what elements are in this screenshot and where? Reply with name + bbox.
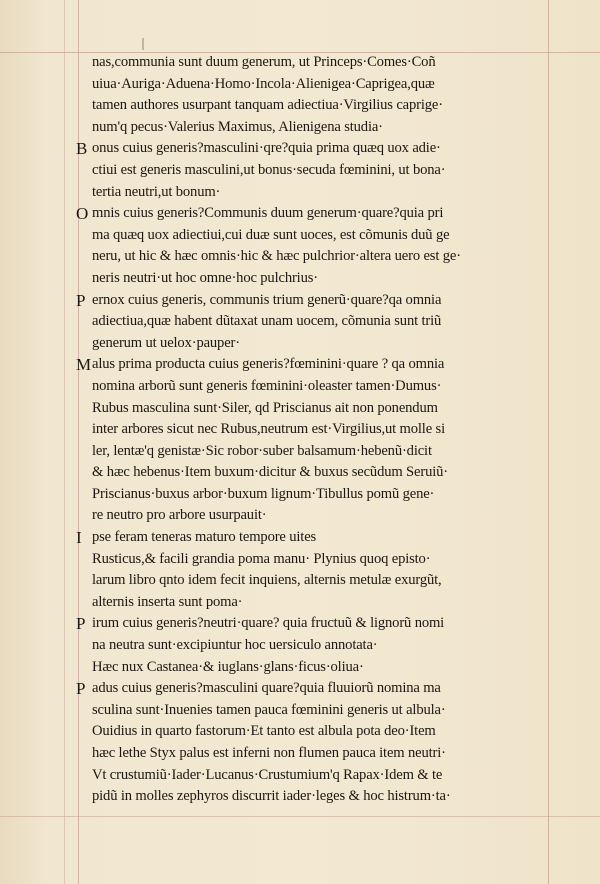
paragraph-initial: I (76, 528, 82, 548)
line-text: mnis cuius generis?Communis duum generum·quare?quia pri (92, 205, 444, 222)
text-line (76, 657, 556, 679)
pencil-mark (142, 38, 144, 50)
text-line (76, 484, 556, 506)
line-text: inter arbores sicut nec Rubus,neutrum est·Virgilius,ut molle si (92, 421, 445, 438)
line-text: neru, ut hic & hæc omnis·hic & hæc pulchrior·altera uero est ge· (92, 248, 461, 265)
line-text: re neutro pro arbore usurpauit· (92, 507, 267, 524)
text-line (76, 333, 556, 355)
text-line (76, 419, 556, 441)
text-line (76, 74, 556, 96)
main-text (76, 52, 556, 808)
paragraph-initial: P (76, 679, 86, 699)
text-line (76, 592, 556, 614)
line-text: pse feram teneras maturo tempore uites (92, 529, 317, 546)
paragraph-initial: M (76, 355, 91, 375)
margin-rule-left-outer (64, 0, 65, 884)
text-line (76, 311, 556, 333)
text-line (76, 398, 556, 420)
text-line (76, 613, 556, 635)
text-line (76, 95, 556, 117)
text-line (76, 117, 556, 139)
line-text: Rubus masculina sunt·Siler, qd Priscianus ait non ponendum (92, 399, 438, 416)
text-line (76, 138, 556, 160)
text-line (76, 441, 556, 463)
line-text: alternis inserta sunt poma· (92, 593, 243, 610)
text-line (76, 52, 556, 74)
line-text: & hæc hebenus·Item buxum·dicitur & buxus secũdum Seruiũ· (92, 464, 448, 481)
line-text: Priscianus·buxus arbor·buxum lignum·Tibullus pomũ gene· (92, 485, 435, 502)
line-text: alus prima producta cuius generis?fœminini·quare ? qa omnia (92, 356, 445, 373)
line-text: sculina sunt·Inuenies tamen pauca fœminini generis ut albula· (92, 701, 446, 718)
line-text: num'q pecus·Valerius Maximus, Alienigena studia· (92, 118, 383, 135)
line-text: adiectiua,quæ habent dũtaxat unam uocem, cõmunia sunt triũ (92, 313, 442, 330)
line-text: nas,communia sunt duum generum, ut Princeps·Comes·Coñ (92, 54, 436, 70)
paragraph-initial: O (76, 204, 89, 224)
line-text: tamen authores usurpant tanquam adiectiua·Virgilius caprige· (92, 97, 443, 114)
text-line (76, 635, 556, 657)
line-text: Rusticus,& facili grandia poma manu· Plynius quoq episto· (92, 550, 431, 567)
text-line (76, 743, 556, 765)
paragraph-initial: P (76, 614, 86, 634)
line-text: uiua·Auriga·Aduena·Homo·Incola·Alienigea·Caprigea,quæ (92, 75, 435, 92)
line-text: Ouidius in quarto fastorum·Et tanto est albula pota deo·Item (92, 723, 436, 740)
line-text: Vt crustumiũ·Iader·Lucanus·Crustumium'q Rapax·Idem & te (92, 766, 443, 783)
text-line (76, 290, 556, 312)
line-text: larum libro qnto idem fecit inquiens, alternis metulæ exurgũt, (92, 572, 442, 589)
text-line (76, 182, 556, 204)
text-line (76, 268, 556, 290)
text-line (76, 570, 556, 592)
text-line (76, 225, 556, 247)
line-text: irum cuius generis?neutri·quare? quia fructuũ & lignorũ nomi (92, 615, 445, 632)
text-line (76, 527, 556, 549)
paragraph-initial: B (76, 139, 88, 159)
line-text: onus cuius generis?masculini·qre?quia prima quæq uox adie· (92, 140, 441, 157)
line-text: neris neutri·ut hoc omne·hoc pulchrius· (92, 269, 318, 286)
line-text: ctiui est generis masculini,ut bonus·secuda fœminini, ut bona· (92, 161, 446, 178)
text-line (76, 721, 556, 743)
line-text: hæc lethe Styx palus est inferni non flumen pauca item neutri· (92, 745, 446, 761)
line-text: adus cuius generis?masculini quare?quia fluuiorũ nomina ma (92, 680, 441, 697)
text-line (76, 354, 556, 376)
text-line (76, 786, 556, 808)
line-text: ernox cuius generis, communis trium generũ·quare?qa omnia (92, 291, 442, 308)
line-text: generum ut uelox·pauper· (92, 334, 240, 351)
text-line (76, 700, 556, 722)
text-line (76, 462, 556, 484)
line-text: ler, lentæ'q genistæ·Sic robor·suber balsamum·hebenũ·dicit (92, 442, 432, 459)
text-line (76, 505, 556, 527)
line-text: tertia neutri,ut bonum· (92, 183, 221, 200)
line-text: na neutra sunt·excipiuntur hoc uersiculo annotata· (92, 637, 378, 654)
text-line (76, 203, 556, 225)
line-text: nomina arborũ sunt generis fœminini·oleaster tamen·Dumus· (92, 377, 442, 394)
text-line (76, 246, 556, 268)
margin-rule-bottom (0, 816, 600, 817)
text-line (76, 160, 556, 182)
text-line (76, 376, 556, 398)
text-line (76, 765, 556, 787)
line-text: ma quæq uox adiectiui,cui duæ sunt uoces, est cõmunis duũ ge (92, 226, 450, 243)
line-text: Hæc nux Castanea·& iuglans·glans·ficus·oliua· (92, 658, 364, 675)
line-text: pidũ in molles zephyros discurrit iader·leges & hoc histrum·ta· (92, 788, 451, 805)
text-line (76, 549, 556, 571)
paragraph-initial: P (76, 290, 86, 310)
text-line (76, 678, 556, 700)
